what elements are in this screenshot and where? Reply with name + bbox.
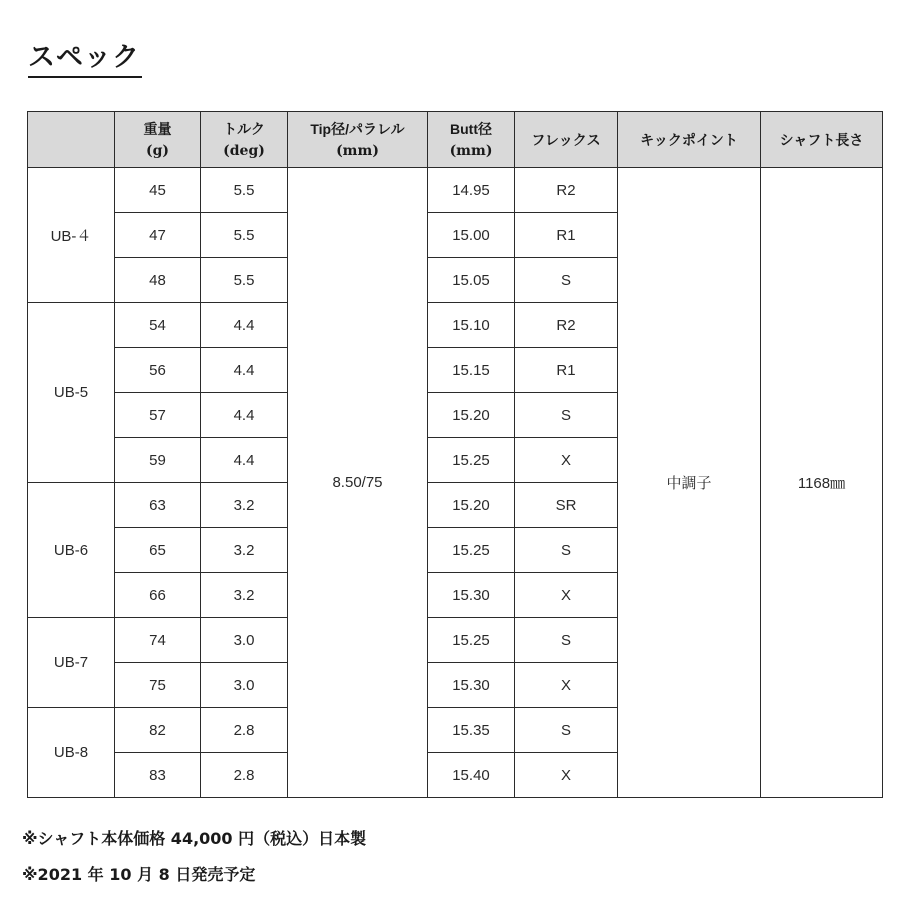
butt-cell: 15.25	[428, 528, 515, 573]
weight-cell: 47	[115, 213, 201, 258]
header-butt-label: Butt径	[450, 120, 492, 137]
header-tip-label: Tip径/パラレル	[310, 120, 405, 137]
butt-cell: 15.20	[428, 483, 515, 528]
weight-cell: 45	[115, 168, 201, 213]
weight-cell: 57	[115, 393, 201, 438]
header-torque-unit: (deg)	[223, 142, 265, 159]
page-title: スペック	[28, 42, 142, 78]
header-kickpoint: キックポイント	[618, 112, 761, 168]
length-cell: 1168㎜	[761, 168, 883, 798]
header-model	[28, 112, 115, 168]
kickpoint-cell: 中調子	[618, 168, 761, 798]
model-cell: UB-４	[28, 168, 115, 303]
header-weight	[115, 112, 201, 168]
butt-cell: 15.10	[428, 303, 515, 348]
weight-cell: 54	[115, 303, 201, 348]
torque-cell: 4.4	[201, 303, 288, 348]
flex-cell: S	[515, 528, 618, 573]
butt-cell: 14.95	[428, 168, 515, 213]
flex-cell: X	[515, 753, 618, 798]
header-torque-label: トルク	[223, 120, 265, 137]
torque-cell: 3.0	[201, 618, 288, 663]
butt-cell: 15.25	[428, 618, 515, 663]
weight-cell: 56	[115, 348, 201, 393]
header-length: シャフト長さ	[761, 112, 883, 168]
flex-cell: S	[515, 618, 618, 663]
model-cell: UB-8	[28, 708, 115, 798]
flex-cell: S	[515, 258, 618, 303]
flex-cell: X	[515, 573, 618, 618]
torque-cell: 3.2	[201, 528, 288, 573]
flex-cell: R2	[515, 303, 618, 348]
torque-cell: 4.4	[201, 348, 288, 393]
header-tip-unit: (mm)	[336, 142, 379, 159]
weight-cell: 66	[115, 573, 201, 618]
weight-cell: 82	[115, 708, 201, 753]
butt-cell: 15.30	[428, 573, 515, 618]
price-note: ※シャフト本体価格 44,000 円（税込）日本製	[22, 829, 367, 848]
flex-cell: X	[515, 438, 618, 483]
torque-cell: 3.0	[201, 663, 288, 708]
weight-cell: 48	[115, 258, 201, 303]
tip-cell: 8.50/75	[288, 168, 428, 798]
torque-cell: 2.8	[201, 708, 288, 753]
release-note: ※2021 年 10 月 8 日発売予定	[22, 865, 256, 884]
flex-cell: X	[515, 663, 618, 708]
weight-cell: 83	[115, 753, 201, 798]
weight-cell: 74	[115, 618, 201, 663]
flex-cell: R2	[515, 168, 618, 213]
butt-cell: 15.30	[428, 663, 515, 708]
torque-cell: 2.8	[201, 753, 288, 798]
flex-cell: S	[515, 393, 618, 438]
header-tip	[288, 112, 428, 168]
model-cell: UB-5	[28, 303, 115, 483]
model-cell: UB-6	[28, 483, 115, 618]
header-torque	[201, 112, 288, 168]
butt-cell: 15.05	[428, 258, 515, 303]
butt-cell: 15.40	[428, 753, 515, 798]
table-body	[28, 168, 883, 798]
torque-cell: 4.4	[201, 438, 288, 483]
spec-table	[27, 111, 883, 798]
table-row	[28, 168, 883, 213]
header-butt	[428, 112, 515, 168]
torque-cell: 5.5	[201, 258, 288, 303]
header-butt-unit: (mm)	[449, 142, 493, 159]
torque-cell: 4.4	[201, 393, 288, 438]
torque-cell: 3.2	[201, 483, 288, 528]
weight-cell: 63	[115, 483, 201, 528]
torque-cell: 3.2	[201, 573, 288, 618]
butt-cell: 15.00	[428, 213, 515, 258]
torque-cell: 5.5	[201, 168, 288, 213]
flex-cell: R1	[515, 348, 618, 393]
weight-cell: 59	[115, 438, 201, 483]
table-header-row	[28, 112, 883, 168]
model-cell: UB-7	[28, 618, 115, 708]
header-flex: フレックス	[515, 112, 618, 168]
header-weight-label: 重量	[143, 120, 172, 137]
butt-cell: 15.20	[428, 393, 515, 438]
flex-cell: R1	[515, 213, 618, 258]
butt-cell: 15.35	[428, 708, 515, 753]
weight-cell: 75	[115, 663, 201, 708]
flex-cell: S	[515, 708, 618, 753]
torque-cell: 5.5	[201, 213, 288, 258]
butt-cell: 15.25	[428, 438, 515, 483]
weight-cell: 65	[115, 528, 201, 573]
flex-cell: SR	[515, 483, 618, 528]
butt-cell: 15.15	[428, 348, 515, 393]
header-weight-unit: (g)	[145, 142, 170, 159]
